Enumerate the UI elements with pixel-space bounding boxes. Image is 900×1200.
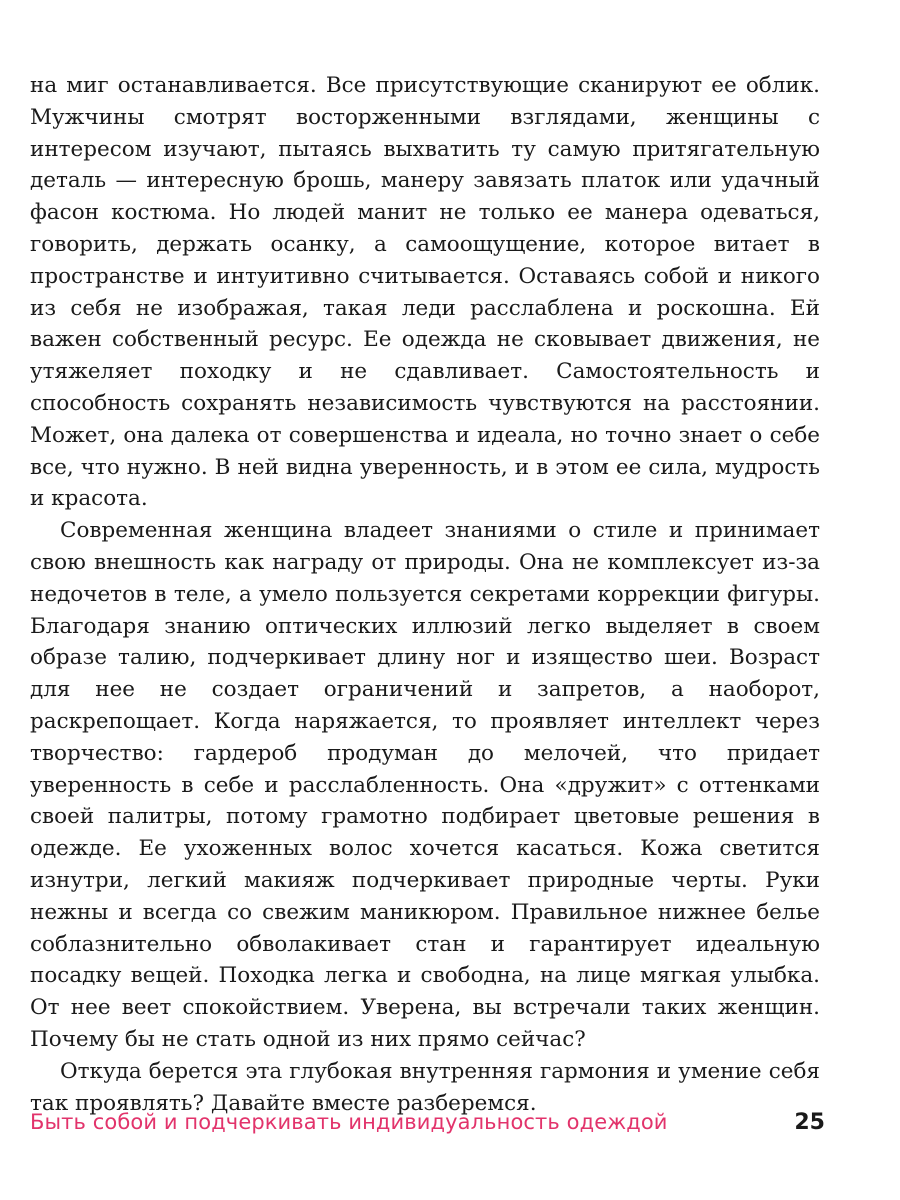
paragraph-3: Откуда берется эта глубокая внутренняя гармония и умение себя так проявлять? Давайте вместе разберемся. xyxy=(30,1058,820,1116)
paragraph-2: Современная женщина владеет знаниями о стиле и принимает свою внешность как награду от природы. Она не комплексует из-за недочетов в теле, а умело пользуется секретами коррекции фигуры. Благодаря знанию оптических иллюзий легко выделяет в своем образе талию, подчеркивает длину ног и изящество шеи. Возраст для нее не создает ограничений и запретов, а наоборот, раскрепощает. Когда наряжается, то проявляет интеллект через творчество: гардероб продуман до мелочей, что придает уверенность в себе и расслабленность. Она «дружит» с оттенками своей палитры, потому грамотно подбирает цветовые решения в одежде. Ее ухоженных волос хочется касаться. Кожа светится изнутри, легкий макияж подчеркивает природные черты. Руки нежны и всегда со свежим маникюром. Правильное нижнее белье соблазнительно обволакивает стан и гарантирует идеальную посадку вещей. Походка легка и свободна, на лице мягкая улыбка. От нее веет спокойствием. Уверена, вы встречали таких женщин. Почему бы не стать одной из них прямо сейчас? xyxy=(30,518,820,1052)
page-footer xyxy=(30,1110,825,1135)
running-title: Быть собой и подчеркивать индивидуальность одеждой xyxy=(30,1110,668,1134)
page-body xyxy=(30,70,820,1119)
paragraph-1: на миг останавливается. Все присутствующие сканируют ее облик. Мужчины смотрят восторженными взглядами, женщины с интересом изучают, пытаясь выхватить ту самую притягательную деталь — интересную брошь, манеру завязать платок или удачный фасон костюма. Но людей манит не только ее манера одеваться, говорить, держать осанку, а самоощущение, которое витает в пространстве и интуитивно считывается. Оставаясь собой и никого из себя не изображая, такая леди расслаблена и роскошна. Ей важен собственный ресурс. Ее одежда не сковывает движения, не утяжеляет походку и не сдавливает. Самостоятельность и способность сохранять независимость чувствуются на расстоянии. Может, она далека от совершенства и идеала, но точно знает о себе все, что нужно. В ней видна уверенность, и в этом ее сила, мудрость и красота. xyxy=(30,73,820,512)
page-number: 25 xyxy=(794,1110,825,1135)
